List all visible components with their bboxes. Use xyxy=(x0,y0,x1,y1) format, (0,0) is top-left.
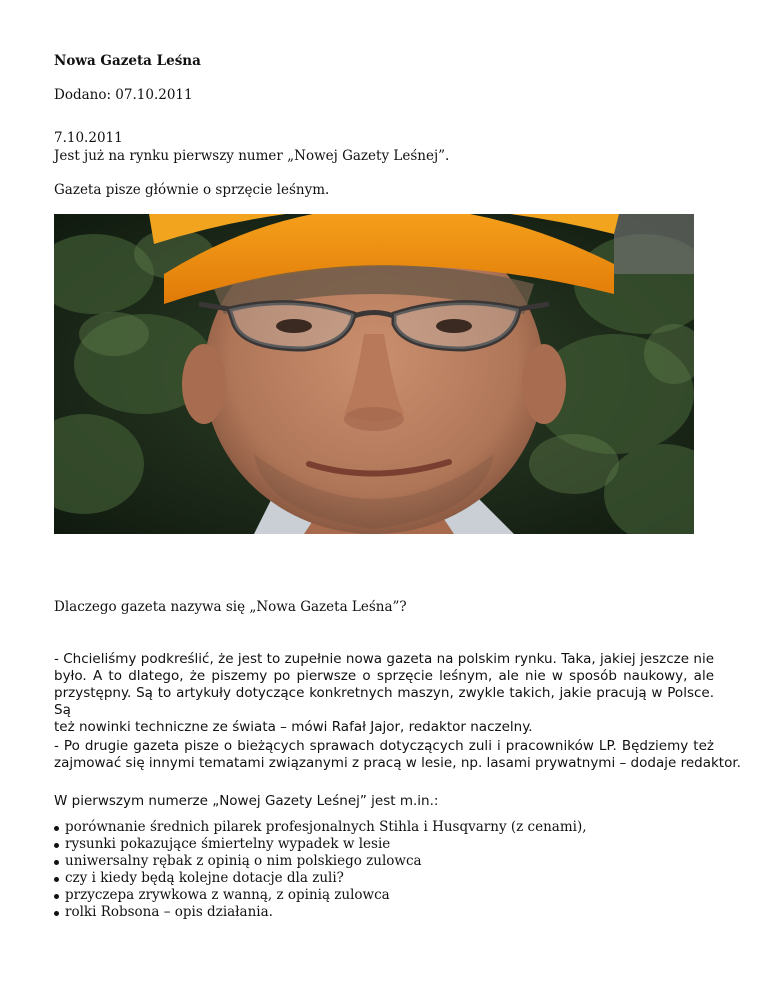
paragraph-1-line: było. A to dlatego, że piszemy po pierwsze o sprzęcie leśnym, ale nie w sposób naukowy, ale xyxy=(54,668,714,684)
list-item: porównanie średnich pilarek profesjonalnych Stihla i Husqvarny (z cenami), xyxy=(54,819,587,836)
feature-list xyxy=(54,819,587,921)
list-item: rysunki pokazujące śmiertelny wypadek w lesie xyxy=(54,836,587,853)
article-date: 7.10.2011 xyxy=(54,130,123,146)
list-item: czy i kiedy będą kolejne dotacje dla zuli? xyxy=(54,870,587,887)
paragraph-2-line: - Po drugie gazeta pisze o bieżących sprawach dotyczących zuli i pracowników LP. Będziemy też xyxy=(54,738,714,754)
portrait-photo-icon xyxy=(54,214,694,534)
paragraph-2-line: zajmować się innymi tematami związanymi z pracą w lesie, np. lasami prywatnymi – dodaje redaktor. xyxy=(54,755,741,771)
list-item: przyczepa zrywkowa z wanną, z opinią zulowca xyxy=(54,887,587,904)
paragraph-1-line: też nowinki techniczne ze świata – mówi Rafał Jajor, redaktor naczelny. xyxy=(54,719,533,735)
question-text: Dlaczego gazeta nazywa się „Nowa Gazeta Leśna”? xyxy=(54,599,407,615)
paragraph-2 xyxy=(54,738,741,772)
intro-text-2: Gazeta pisze głównie o sprzęcie leśnym. xyxy=(54,182,330,198)
article-title: Nowa Gazeta Leśna xyxy=(54,53,201,69)
date-added: Dodano: 07.10.2011 xyxy=(54,87,193,103)
paragraph-1 xyxy=(54,651,714,736)
list-item: uniwersalny rębak z opinią o nim polskiego zulowca xyxy=(54,853,587,870)
list-intro: W pierwszym numerze „Nowej Gazety Leśnej” jest m.in.: xyxy=(54,793,439,809)
portrait-photo xyxy=(54,214,694,534)
paragraph-1-line: przystępny. Są to artykuły dotyczące konkretnych maszyn, zwykle takich, jakie pracują w Polsce. Są xyxy=(54,685,714,718)
intro-text: Jest już na rynku pierwszy numer „Nowej Gazety Leśnej”. xyxy=(54,148,450,164)
paragraph-1-line: - Chcieliśmy podkreślić, że jest to zupełnie nowa gazeta na polskim rynku. Taka, jakiej jeszcze nie xyxy=(54,651,714,667)
list-item: rolki Robsona – opis działania. xyxy=(54,904,587,921)
